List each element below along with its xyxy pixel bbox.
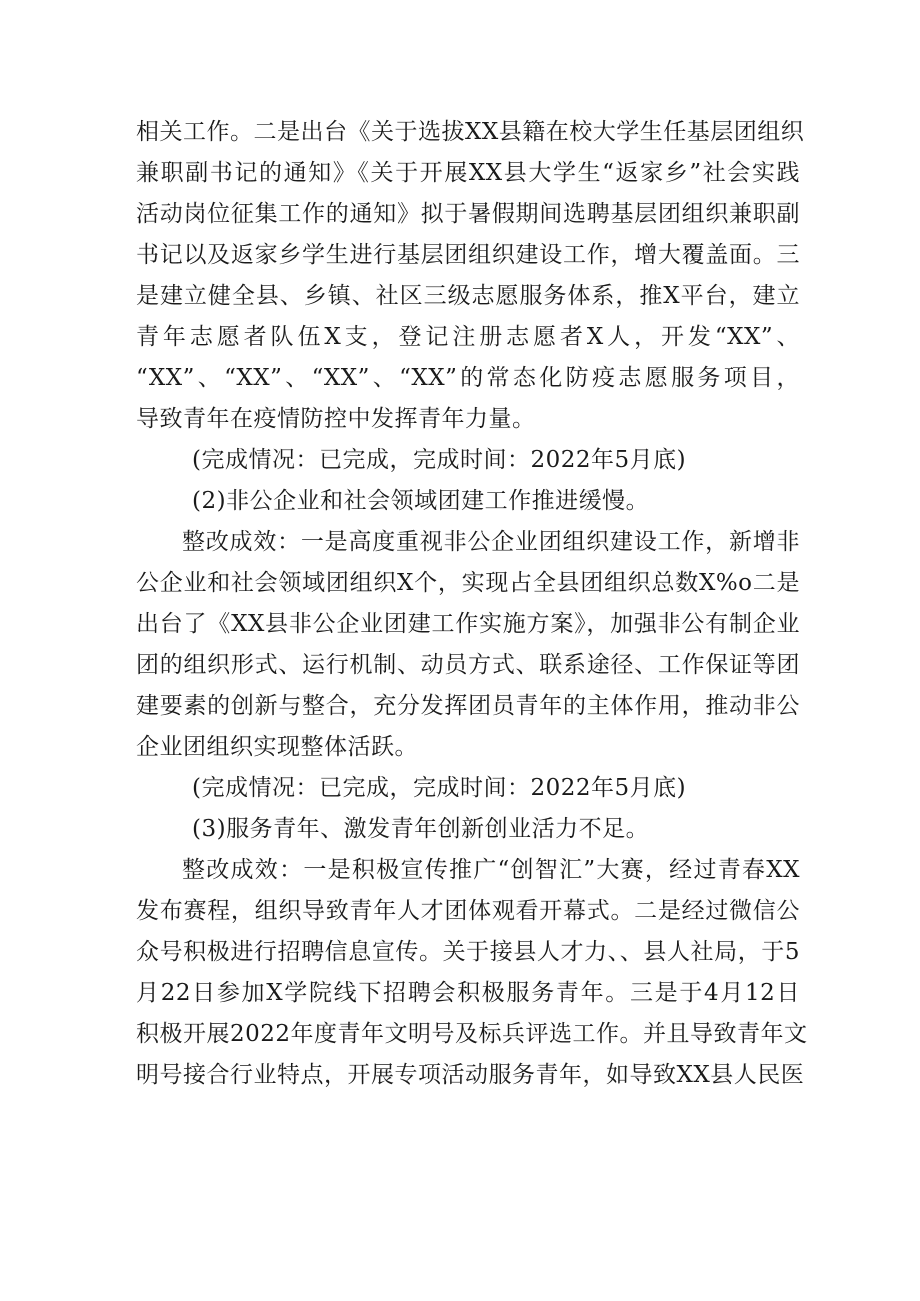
completion-note: (完成情况：已完成，完成时间：2022年5月底) [192,447,687,473]
section-heading: (3)服务青年、激发青年创新创业活力不足。 [192,816,650,842]
text-line: 积极开展2022年度青年文明号及标兵评选工作。并且导致青年文 [136,1021,808,1047]
section-heading: (2)非公企业和社会领域团建工作推进缓慢。 [192,488,650,514]
text-line: 整改成效：一是高度重视非公企业团组织建设工作，新增非 [182,529,800,555]
text-line: 活动岗位征集工作的通知》拟于暑假期间选聘基层团组织兼职副 [136,201,800,227]
completion-note: (完成情况：已完成，完成时间：2022年5月底) [192,775,687,801]
text-line: 公企业和社会领域团组织X个，实现占全县团组织总数X%o二是 [136,570,800,596]
text-line: 相关工作。二是出台《关于选拔XX县籍在校大学生任基层团组织 [136,119,805,145]
text-line: 青年志愿者队伍X支，登记注册志愿者X人，开发“XX”、 [136,324,800,350]
text-line: 众号积极进行招聘信息宣传。关于接县人才力、、县人社局，于5 [136,939,800,965]
text-line: 明号接合行业特点，开展专项活动服务青年，如导致XX县人民医 [136,1062,805,1088]
text-line: 企业团组织实现整体活跃。 [136,734,418,760]
text-line: 整改成效：一是积极宣传推广“创智汇”大赛，经过青春XX [182,857,800,883]
text-line: 出台了《XX县非公企业团建工作实施方案》，加强非公有制企业 [136,611,800,637]
text-line: 月22日参加X学院线下招聘会积极服务青年。三是于4月12日 [136,980,800,1006]
text-line: 建要素的创新与整合，充分发挥团员青年的主体作用，推动非公 [136,693,800,719]
text-line: 导致青年在疫情防控中发挥青年力量。 [136,406,536,432]
text-line: 是建立健全县、乡镇、社区三级志愿服务体系，推X平台，建立 [136,283,800,309]
text-line: 兼职副书记的通知》《关于开展XX县大学生“返家乡”社会实践 [136,160,800,186]
text-line: 发布赛程，组织导致青年人才团体观看开幕式。二是经过微信公 [136,898,800,924]
text-line: “XX”、“XX”、“XX”、“XX”的常态化防疫志愿服务项目， [136,365,800,391]
text-line: 团的组织形式、运行机制、动员方式、联系途径、工作保证等团 [136,652,800,678]
text-line: 书记以及返家乡学生进行基层团组织建设工作，增大覆盖面。三 [136,242,800,268]
document-body [136,112,808,1096]
